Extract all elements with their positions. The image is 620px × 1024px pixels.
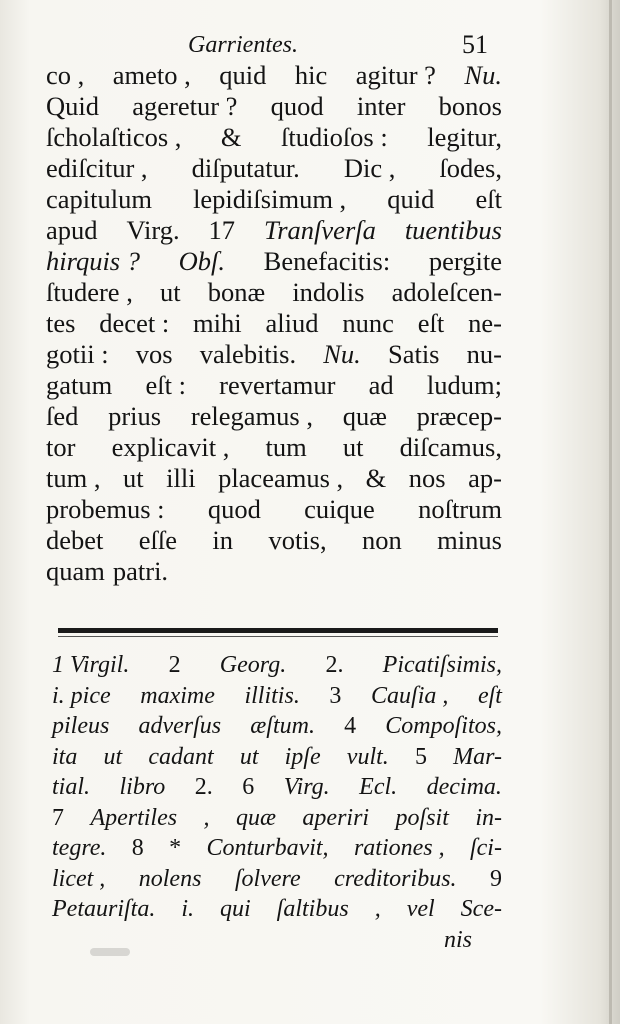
footnote-word: 3	[329, 682, 342, 709]
text-word: illi	[166, 463, 196, 493]
text-word: hic	[294, 60, 328, 90]
text-word: quæ	[342, 401, 387, 431]
text-line	[46, 246, 502, 277]
text-word: quod	[270, 91, 324, 121]
text-word: ap-	[468, 463, 502, 493]
footnote-word: Mar-	[453, 743, 502, 770]
main-text	[46, 60, 502, 587]
page-edge	[609, 0, 612, 1024]
text-word: relegamus ,	[190, 401, 313, 431]
text-word: indolis	[292, 277, 365, 307]
footnote-word: 2.	[194, 774, 213, 800]
footnote-word: nolens	[138, 865, 202, 892]
footnote-line	[52, 711, 502, 742]
footnote-word: rationes ,	[353, 835, 445, 861]
text-word: co ,	[46, 60, 85, 90]
footnote-word: creditoribus.	[334, 865, 457, 892]
text-word: probemus :	[46, 494, 165, 524]
footnote-word: ,	[203, 804, 210, 831]
text-word: Nu.	[323, 339, 361, 369]
text-line	[46, 277, 502, 308]
text-line	[46, 339, 502, 370]
footnote-word: qui	[220, 896, 251, 922]
text-word: ſed	[46, 401, 79, 431]
text-word: &	[220, 122, 242, 152]
text-word: Quid	[46, 91, 99, 121]
text-word: patri.	[112, 556, 169, 586]
footnote-word: ipſe	[284, 743, 321, 770]
footnote-word: Ecl.	[359, 774, 398, 800]
text-line	[46, 153, 502, 184]
text-line	[46, 370, 502, 401]
text-line	[46, 525, 502, 556]
footnote-word: vel	[406, 896, 435, 922]
footnote-word: Apertiles	[90, 804, 178, 831]
text-word: capitulum	[46, 184, 152, 214]
footnote-word: 9	[489, 865, 502, 892]
text-word: ameto ,	[112, 60, 191, 90]
footnote-word: ut	[103, 743, 123, 770]
text-word: tum	[265, 432, 307, 462]
text-word: inter	[356, 91, 406, 121]
text-line	[46, 215, 502, 246]
footnote-word: 2	[168, 652, 181, 678]
text-word: tuentibus	[404, 215, 502, 245]
text-word: tor	[46, 432, 76, 462]
text-word: eſt	[475, 184, 502, 214]
footnote-word: *	[169, 835, 182, 861]
footnote-word: pileus	[52, 713, 110, 739]
text-word: Nu.	[464, 60, 502, 90]
text-word: ut	[159, 277, 181, 307]
footnote-word: illitis.	[244, 682, 300, 709]
text-word: revertamur	[219, 370, 336, 400]
text-word: quod	[207, 494, 261, 524]
text-word: minus	[437, 525, 502, 555]
footnote-word: in-	[475, 804, 502, 831]
footnote-word: 8	[131, 835, 144, 861]
footnote-line	[52, 650, 502, 681]
footnote-word: ita	[52, 743, 78, 770]
text-word: præcep-	[416, 401, 502, 431]
text-word: ſtudioſos :	[280, 122, 388, 152]
text-word: bonæ	[207, 277, 266, 307]
footnote-word: tial.	[52, 774, 91, 800]
footnote-word: Petauriſta.	[52, 896, 156, 922]
footnote-word: Cauſia ,	[371, 682, 449, 709]
text-word: ut	[122, 463, 144, 493]
footnote-word: Conturbavit,	[206, 835, 329, 861]
footnote-word: ſaltibus	[276, 896, 349, 922]
footnote-word: Georg.	[219, 652, 287, 678]
text-word: tum ,	[46, 463, 101, 493]
footnote-word: Sce-	[460, 896, 502, 922]
text-word: gatum	[46, 370, 113, 400]
text-word: eſt :	[145, 370, 186, 400]
text-word: quid	[219, 60, 267, 90]
text-word: agitur ?	[355, 60, 436, 90]
text-word: non	[362, 525, 402, 555]
footnote-word: eſt	[477, 682, 502, 709]
text-word: placeamus ,	[218, 463, 344, 493]
text-word: ſcholaſticos ,	[46, 122, 182, 152]
footnote-word: vult.	[346, 743, 389, 770]
footnote-word: ,	[374, 896, 381, 922]
text-line	[46, 122, 502, 153]
text-word: debet	[46, 525, 104, 555]
text-word: Benefacitis:	[263, 246, 391, 276]
page-number: 51	[462, 30, 488, 59]
text-line	[46, 556, 502, 587]
ink-smudge	[90, 948, 130, 956]
text-word: Satis	[387, 339, 440, 369]
footnote-word: tegre.	[52, 835, 107, 861]
text-word: noſtrum	[418, 494, 502, 524]
text-word: nos	[408, 463, 446, 493]
text-word: legitur,	[427, 122, 502, 152]
footnote-rule	[58, 628, 498, 633]
footnote-word: 5	[414, 743, 427, 770]
footnote-word: quæ	[235, 804, 276, 831]
footnote-word: i.	[181, 896, 194, 922]
text-word: ediſcitur ,	[46, 153, 148, 183]
text-word: lepidiſsimum ,	[193, 184, 347, 214]
footnote-word: ſci-	[469, 835, 502, 861]
text-word: ne-	[468, 308, 502, 338]
text-word: diſcamus,	[399, 432, 502, 462]
footnote-word: licet ,	[52, 865, 106, 892]
footnote-word: 1 Virgil.	[52, 652, 130, 678]
text-word: ludum;	[426, 370, 502, 400]
footnote-word: adverſus	[138, 713, 222, 739]
text-word: ut	[342, 432, 364, 462]
footnote-line	[52, 803, 502, 834]
text-word: quam	[46, 556, 105, 586]
footnote-word: æſtum.	[250, 713, 315, 739]
text-word: bonos	[438, 91, 502, 121]
text-word: Virg.	[126, 215, 180, 245]
text-line	[46, 401, 502, 432]
text-word: ad	[368, 370, 394, 400]
text-word: Tranſverſa	[263, 215, 376, 245]
text-word: pergite	[428, 246, 502, 276]
text-word: Dic ,	[343, 153, 396, 183]
text-line	[46, 60, 502, 91]
running-head-title: Garrientes.	[188, 32, 298, 58]
footnote-word: decima.	[426, 774, 502, 800]
text-line	[46, 91, 502, 122]
footnote-line	[52, 864, 502, 895]
text-word: hirquis ?	[46, 246, 140, 276]
footnote-word: cadant	[148, 743, 214, 770]
text-word: ageretur ?	[132, 91, 238, 121]
footnote-word: 4	[344, 713, 357, 739]
footnote-line	[52, 772, 502, 803]
footnote-word: ut	[239, 743, 259, 770]
text-word: diſputatur.	[191, 153, 300, 183]
footnote-word: maxime	[140, 682, 215, 709]
text-word: valebitis.	[199, 339, 297, 369]
text-word: apud	[46, 215, 98, 245]
text-word: &	[365, 463, 387, 493]
text-line	[46, 308, 502, 339]
footnote-word: i. pice	[52, 682, 111, 709]
text-word: gotii :	[46, 339, 109, 369]
footnote-word: 2.	[325, 652, 344, 678]
footnote-line	[52, 833, 502, 864]
text-line	[46, 432, 502, 463]
footnote-word: 7	[52, 804, 64, 831]
footnotes	[52, 650, 502, 955]
footnote-word: libro	[119, 774, 166, 800]
text-word: prius	[108, 401, 162, 431]
text-word: adoleſcen-	[391, 277, 502, 307]
text-word: votis,	[268, 525, 327, 555]
text-word: 17	[208, 215, 236, 245]
text-word: decet :	[99, 308, 170, 338]
footnote-rule-thin	[58, 636, 498, 637]
text-word: nu-	[466, 339, 502, 369]
footnote-line	[52, 894, 502, 925]
footnote-word: Picatiſsimis,	[382, 652, 502, 678]
text-word: cuique	[304, 494, 375, 524]
text-word: eſſe	[138, 525, 178, 555]
running-head	[0, 30, 620, 60]
footnote-word: nis	[443, 926, 472, 953]
text-word: eſt	[417, 308, 445, 338]
footnote-line	[52, 742, 502, 773]
text-word: in	[212, 525, 234, 555]
text-word: ſodes,	[439, 153, 502, 183]
text-word: Obſ.	[178, 246, 226, 276]
footnote-word: poſsit	[395, 804, 449, 831]
text-word: ſtudere ,	[46, 277, 133, 307]
text-word: quid	[387, 184, 435, 214]
footnote-word: aperiri	[302, 804, 370, 831]
footnote-line	[52, 681, 502, 712]
text-word: mihi	[193, 308, 242, 338]
text-word: nunc	[342, 308, 394, 338]
footnote-word: Virg.	[283, 774, 330, 800]
text-line	[46, 494, 502, 525]
footnote-word: Compoſitos,	[385, 713, 502, 739]
text-line	[46, 463, 502, 494]
text-line	[46, 184, 502, 215]
text-word: explicavit ,	[111, 432, 230, 462]
text-word: vos	[135, 339, 173, 369]
footnote-word: 6	[242, 774, 255, 800]
text-word: tes	[46, 308, 76, 338]
text-word: aliud	[265, 308, 319, 338]
footnote-word: ſolvere	[234, 865, 301, 892]
